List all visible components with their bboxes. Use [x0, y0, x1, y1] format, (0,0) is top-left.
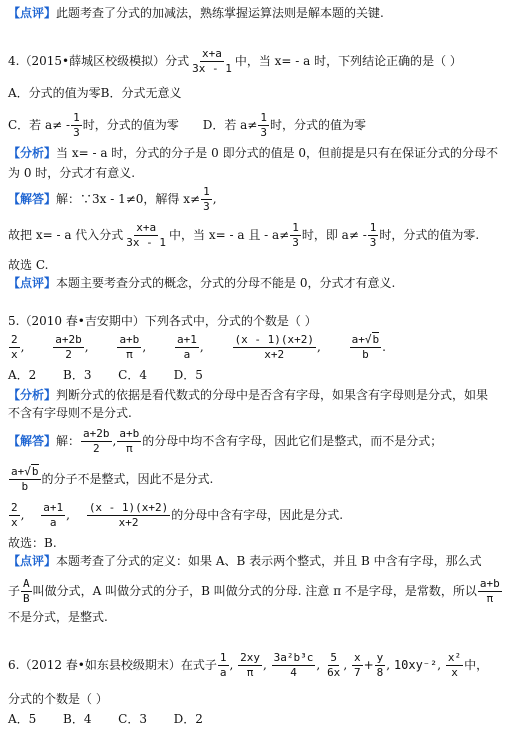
q5-choose [8, 534, 520, 552]
q4-answer-text-2b: 中，当 x= - a 且 - a≠ [169, 228, 290, 242]
q6-frac-6-den: 8 [376, 666, 384, 679]
q4-answer-text-2d: 时，分式的值为零. [379, 228, 480, 242]
q6-frac-7 [446, 652, 463, 679]
q5-answer-fraction-1a [81, 428, 112, 455]
q4-stem [8, 48, 520, 75]
q6-stem-prefix: 6.（2012 春•如东县校级期末）在式子 [8, 658, 217, 672]
q5-comment-text-3: 不是分式，是整式. [8, 610, 108, 624]
q4-option-b: B．分式无意义 [100, 86, 182, 100]
q5-comment-line-1 [8, 552, 520, 570]
q5-stem-text: 5.（2010 春•吉安期中）下列各式中，分式的个数是（ ） [8, 314, 317, 328]
q6-frac-4 [325, 652, 342, 679]
comment-tag: 【点评】 [8, 6, 57, 20]
q5-analysis-tag: 【分析】 [8, 388, 57, 402]
q5-comment-frac-ab-den: B [23, 592, 30, 605]
q5-answer-fraction-1b [117, 428, 141, 455]
q4-answer-fraction-2c [368, 222, 379, 249]
q5-expr-6 [350, 334, 382, 361]
q4-comment-tag: 【点评】 [8, 276, 57, 290]
q5-expr-5-den: x+2 [264, 348, 285, 361]
q4-stem-fraction [190, 48, 234, 75]
q5-answer-2-prefix: a+ [11, 465, 25, 478]
q5-answer-text-1-suffix: 的分母中均不含有字母，因此它们是整式，而不是分式； [142, 434, 443, 448]
q6-frac-6-num: y [376, 651, 384, 664]
q5-answer-2-den: b [21, 480, 29, 493]
q5-expressions: $\frac{2}{x}$ , $\frac{a+2b}{2}$ , $\frac{a+b}{\pi}$ , $\frac{a+1}{a}$ , $\frac{(x - 1)(x+2)}{x+2}$ , $\frac{a+√b}{b}$ . [11, 333, 386, 361]
q4-answer-frac1-num: 1 [203, 185, 210, 198]
q5-expr-4-den: a [183, 348, 191, 361]
q4-answer-frac2b-num: 1 [292, 221, 299, 234]
q5-analysis-text-2: 不含有字母则不是分式. [8, 406, 132, 420]
q5-answer-line-3: $\frac{2}{x}$ , $\frac{a+1}{a}$ , $\frac{(x - 1)(x+2)}{x+2}$ 的分母中含有字母，因此是分式. [11, 501, 344, 529]
q5-answer-tag: 【解答】 [8, 434, 57, 448]
q5-answer-frac3b-den: a [49, 516, 57, 529]
q6-frac-3 [272, 652, 316, 679]
comment-line [8, 4, 520, 22]
q5-comment-frac-pi-den: π [486, 592, 494, 605]
q6-frac-4-num: 5 [330, 651, 337, 664]
q5-answer-frac3c-den: x+2 [118, 516, 139, 529]
q4-option-c-den: 3 [73, 126, 80, 139]
q6-frac-3-num: 3a²b³c [273, 651, 314, 664]
q4-analysis-line-2 [8, 164, 520, 182]
q4-choose [8, 256, 520, 274]
q4-answer-tag: 【解答】 [8, 192, 57, 206]
q4-analysis-tag: 【分析】 [8, 146, 57, 160]
sqrt-icon: √ [24, 465, 31, 478]
q5-comment-text-1: 本题考查了分式的定义：如果 A、B 表示两个整式，并且 B 中含有字母，那么式 [56, 554, 482, 568]
q5-answer-frac1a-num: a+2b [83, 427, 110, 440]
q5-stem [8, 312, 520, 330]
q4-stem-suffix: 中，当 x= - a 时，下列结论正确的是（ ） [234, 54, 462, 68]
q4-option-c-fraction [71, 112, 82, 139]
q5-expr-3-den: π [126, 348, 133, 361]
q5-expr-2 [53, 334, 84, 361]
q5-expr-2-num: a+2b [55, 333, 82, 346]
q4-option-c-suffix: 时，分式的值为零 [82, 118, 179, 132]
q5-comment-fraction-ab-pi [478, 578, 502, 605]
q4-answer-line-2 [8, 222, 520, 249]
q4-option-d-den: 3 [260, 126, 267, 139]
q6-frac-4-den: 6x [327, 666, 341, 679]
q4-answer-frac2a-num: x+a [136, 221, 157, 234]
q5-answer-fraction-3b [41, 502, 65, 529]
q4-answer-text-1-suffix: , [212, 192, 217, 206]
q4-comment-text: 本题主要考查分式的概念，分式的分母不能是 0，分式才有意义. [56, 276, 396, 290]
q5-answer-frac1a-den: 2 [92, 442, 100, 455]
q5-answer-fraction-3a [9, 502, 20, 529]
q4-answer-frac2c-den: 3 [369, 236, 377, 249]
q5-expr-6-den: b [362, 348, 369, 361]
q6-options [8, 710, 520, 728]
q4-option-a: A．分式的值为零 [8, 86, 101, 100]
q5-choose-text: 故选：B. [8, 536, 57, 550]
q5-answer-frac3b-num: a+1 [43, 501, 64, 514]
q5-comment-frac-pi-num: a+b [479, 577, 500, 590]
q5-expr-6-prefix: a+ [351, 333, 365, 346]
q5-expr-1-num: 2 [11, 333, 18, 346]
q4-answer-frac2c-num: 1 [369, 221, 377, 234]
q5-answer-frac3c-num: (x - 1)(x+2) [88, 501, 169, 514]
q5-answer-line-1: 【解答】解： $\frac{a+2b}{2}$ , $\frac{a+b}{\pi}$ 的分母中均不含有字母，因此它们是整式，而不是分式； [8, 427, 443, 455]
q5-answer-text-1: 解： [56, 434, 81, 448]
q6-term: 10xy⁻² [393, 658, 438, 672]
q6-frac-1-num: 1 [219, 651, 227, 664]
q5-analysis-line-2 [8, 404, 520, 422]
q6-frac-5-den: 7 [353, 666, 361, 679]
q4-answer-fraction-2b [290, 222, 301, 249]
q5-comment-tag: 【点评】 [8, 554, 57, 568]
q6-frac-7-num: x² [447, 651, 462, 664]
q4-stem-frac-den: 3x - 1 [192, 62, 232, 75]
q5-expr-5-num: (x - 1)(x+2) [234, 333, 314, 346]
q4-stem-frac-num: x+a [202, 47, 222, 60]
q4-answer-text-2c: 时，即 a≠ - [301, 228, 367, 242]
q5-answer-frac3a-den: x [11, 516, 18, 529]
q4-analysis-text-1: 当 x= - a 时，分式的分子是 0 即分式的值是 0，但前提是只有在保证分式的分母不 [56, 146, 499, 160]
q5-options-text: A．2 B．3 C．4 D．5 [8, 368, 203, 382]
q4-analysis-text-2: 为 0 时，分式才有意义. [8, 166, 136, 180]
q5-expr-4 [175, 334, 199, 361]
q6-frac-2 [238, 652, 262, 679]
q4-answer-fraction-1 [201, 186, 212, 213]
q6-frac-5-num: x [353, 651, 361, 664]
comment-text: 此题考查了分式的加减法，熟练掌握运算法则是解本题的关键. [56, 6, 384, 20]
q5-comment-line-2 [8, 578, 520, 605]
q4-options-ab [8, 84, 520, 102]
q5-comment-line-3 [8, 608, 520, 626]
q6-frac-5 [352, 652, 363, 679]
q4-option-d-fraction [258, 112, 269, 139]
q6-frac-3-den: 4 [290, 666, 297, 679]
q5-comment-fraction-ab [21, 578, 32, 605]
q4-answer-frac2b-den: 3 [292, 236, 299, 249]
q6-stem-line-2 [8, 690, 520, 708]
q5-expr-3-num: a+b [119, 333, 140, 346]
q4-analysis-line-1 [8, 144, 520, 162]
q4-answer-frac2a-den: 3x - 1 [126, 236, 167, 249]
q5-analysis-line-1 [8, 386, 520, 404]
q4-option-d-num: 1 [260, 111, 267, 124]
q5-answer-fraction-2 [9, 466, 41, 493]
sqrt-icon: √ [364, 333, 372, 346]
q4-option-d-prefix: D．若 a≠ [202, 118, 258, 132]
q5-answer-line-2 [8, 466, 520, 493]
q6-frac-1-den: a [219, 666, 227, 679]
q6-options-text: A．5 B．4 C．3 D．2 [8, 712, 203, 726]
q5-expr-1-den: x [11, 348, 18, 361]
q4-answer-line-1 [8, 186, 520, 213]
q5-answer-text-2: 的分子不是整式，因此不是分式. [41, 472, 214, 486]
q5-expr-3 [117, 334, 141, 361]
q4-choose-text: 故选 C. [8, 258, 49, 272]
q5-answer-fraction-3c [87, 502, 170, 529]
q4-answer-text-1: 解：∵3x - 1≠0，解得 x≠ [56, 192, 201, 206]
q4-option-c-num: 1 [73, 111, 80, 124]
q6-frac-7-den: x [451, 666, 458, 679]
q4-answer-text-2a: 故把 x= - a 代入分式 [8, 228, 124, 242]
q4-options-cd [8, 112, 520, 139]
q5-expr-5 [233, 334, 316, 361]
q6-frac-2-num: 2xy [240, 651, 261, 664]
q5-comment-frac-ab-num: A [23, 577, 30, 590]
q5-comment-2-mid: 叫做分式，A 叫做分式的分子，B 叫做分式的分母. 注意 π 不是字母，是常数，所以 [32, 584, 477, 598]
q4-answer-frac1-den: 3 [203, 200, 210, 213]
q5-expr-1 [9, 334, 20, 361]
q6-frac-6 [375, 652, 386, 679]
q5-comment-2-prefix: 子 [8, 584, 21, 598]
q6-stem-suffix: 中， [464, 658, 489, 672]
q5-answer-text-3: 的分母中含有字母，因此是分式. [171, 508, 344, 522]
q6-frac-1 [218, 652, 229, 679]
q6-frac-2-den: π [246, 666, 254, 679]
q4-comment [8, 274, 520, 292]
q5-options [8, 366, 520, 384]
q5-expr-6-root: b [372, 333, 380, 346]
q4-option-c-prefix: C．若 a≠ - [8, 118, 71, 132]
q6-stem: 6.（2012 春•如东县校级期末）在式子 $\frac{1}{a}$ , $\frac{2xy}{\pi}$ , $\frac{\text{3a²b³c}}{4}$ , $\frac{5}{6x}$ , $\frac{x}{7}$ + $\frac{y}{8}$ , 10xy⁻², $\frac{\text{x²}}{x}$ 中， [8, 651, 489, 679]
q5-answer-frac1b-den: π [125, 442, 133, 455]
q5-answer-frac1b-num: a+b [119, 427, 140, 440]
q5-answer-frac3a-num: 2 [11, 501, 18, 514]
q6-stem-text-2: 分式的个数是（ ） [8, 692, 108, 706]
q5-analysis-text-1: 判断分式的依据是看代数式的分母中是否含有字母，如果含有字母则是分式，如果 [56, 388, 489, 402]
q5-expr-2-den: 2 [65, 348, 72, 361]
q5-answer-2-root: b [31, 465, 39, 478]
q5-expr-4-num: a+1 [176, 333, 197, 346]
q4-stem-prefix: 4.（2015•薛城区校级模拟）分式 [8, 54, 190, 68]
q4-answer-fraction-2a [124, 222, 168, 249]
q4-option-d-suffix: 时，分式的值为零 [270, 118, 367, 132]
